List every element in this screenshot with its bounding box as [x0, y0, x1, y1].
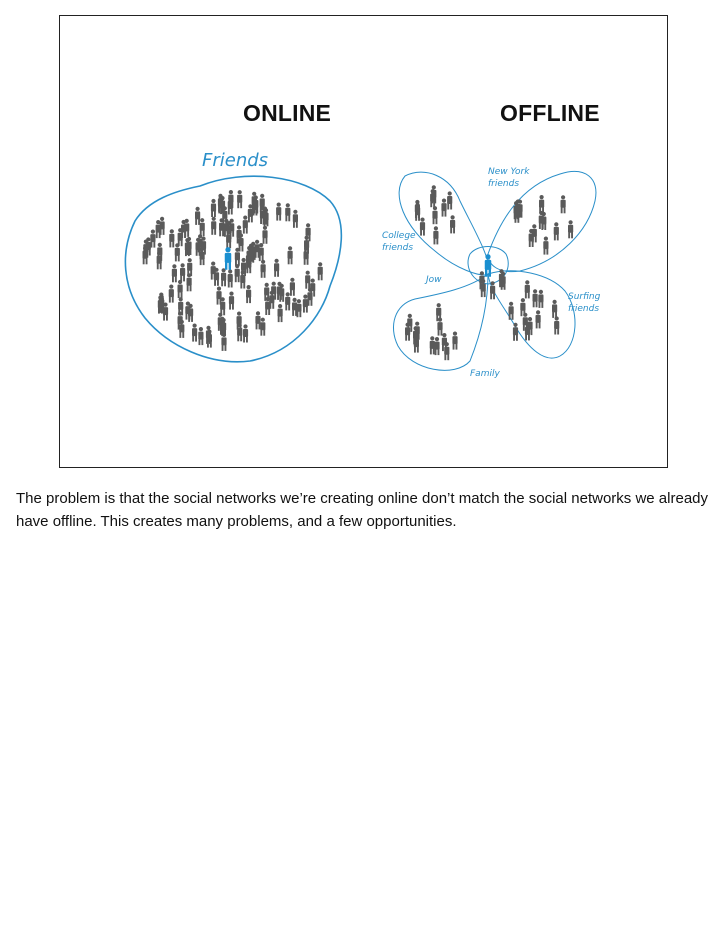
person-icon	[305, 271, 310, 289]
person-icon	[240, 270, 245, 288]
person-icon	[237, 190, 242, 208]
person-icon	[172, 264, 177, 282]
person-icon	[262, 226, 267, 244]
person-icon	[532, 224, 537, 242]
person-icon	[450, 215, 455, 233]
offline-heading: OFFLINE	[500, 100, 600, 126]
person-icon	[178, 280, 183, 298]
person-icon	[513, 323, 518, 341]
person-icon	[447, 191, 452, 209]
person-icon	[293, 210, 298, 228]
person-icon	[150, 230, 155, 248]
surfing-label: Surfing	[568, 292, 601, 302]
person-icon	[303, 295, 308, 313]
person-icon	[229, 292, 234, 310]
person-icon	[260, 318, 265, 336]
person-icon	[221, 333, 226, 351]
person-icon	[441, 199, 446, 217]
slide-frame	[59, 15, 668, 468]
person-icon	[185, 302, 190, 320]
person-icon	[539, 211, 544, 229]
center-person-label: Jow	[426, 275, 442, 285]
person-icon	[226, 230, 231, 248]
person-icon	[246, 285, 251, 303]
person-icon	[235, 264, 240, 282]
person-icon	[490, 281, 495, 299]
person-icon	[420, 218, 425, 236]
person-icon	[195, 207, 200, 225]
person-icon	[237, 323, 242, 341]
person-icon	[568, 220, 573, 238]
person-icon	[243, 216, 248, 234]
person-icon	[235, 248, 240, 266]
person-icon	[561, 195, 566, 213]
person-icon	[169, 285, 174, 303]
college-friends-outline	[399, 172, 490, 275]
highlighted-person-icon	[485, 254, 492, 277]
person-icon	[552, 300, 557, 318]
person-icon	[543, 237, 548, 255]
person-icon	[533, 289, 538, 307]
person-icon	[288, 246, 293, 264]
person-icon	[434, 337, 439, 355]
person-icon	[554, 316, 559, 334]
person-icon	[211, 199, 216, 217]
person-icon	[228, 196, 233, 214]
college-label-2: friends	[382, 243, 414, 253]
person-icon	[318, 262, 323, 280]
person-icon	[554, 222, 559, 240]
person-icon	[198, 327, 203, 345]
highlighted-person-icon	[225, 247, 232, 270]
person-icon	[290, 278, 295, 296]
family-label: Family	[470, 369, 500, 379]
person-icon	[432, 206, 437, 224]
person-icon	[169, 229, 174, 247]
person-icon	[261, 260, 266, 278]
person-icon	[243, 324, 248, 342]
speaker-notes: The problem is that the social networks we’re creating online don’t match the social networks we already have offline. This creates many problems, and a few opportunities.	[16, 490, 709, 530]
person-icon	[285, 203, 290, 221]
new-york-label-2: friends	[488, 179, 520, 189]
person-icon	[430, 336, 435, 354]
new-york-label: New York	[488, 167, 530, 177]
person-icon	[536, 310, 541, 328]
person-icon	[296, 299, 301, 317]
online-people-group	[143, 190, 323, 351]
person-icon	[211, 217, 216, 235]
person-icon	[304, 236, 309, 254]
person-icon	[192, 324, 197, 342]
person-icon	[525, 280, 530, 298]
person-icon	[216, 287, 221, 305]
person-icon	[274, 259, 279, 277]
person-icon	[181, 220, 186, 238]
online-friends-label: Friends	[202, 150, 269, 171]
person-icon	[160, 217, 165, 235]
person-icon	[433, 226, 438, 244]
person-icon	[248, 204, 253, 222]
person-icon	[539, 195, 544, 213]
person-icon	[430, 189, 435, 207]
person-icon	[278, 304, 283, 322]
slide-illustration	[60, 16, 669, 469]
college-label: College	[382, 231, 416, 241]
person-icon	[310, 279, 315, 297]
person-icon	[452, 332, 457, 350]
person-icon	[228, 269, 233, 287]
person-icon	[514, 205, 519, 223]
person-icon	[285, 292, 290, 310]
person-icon	[200, 218, 205, 236]
person-icon	[538, 290, 543, 308]
person-icon	[187, 273, 192, 291]
surfing-label-2: friends	[568, 304, 600, 314]
person-icon	[276, 203, 281, 221]
person-icon	[180, 263, 185, 281]
person-icon	[481, 279, 486, 297]
person-icon	[221, 268, 226, 286]
person-icon	[211, 262, 216, 280]
person-icon	[255, 311, 260, 329]
person-icon	[255, 240, 260, 258]
online-heading: ONLINE	[243, 100, 332, 126]
person-icon	[509, 302, 514, 320]
